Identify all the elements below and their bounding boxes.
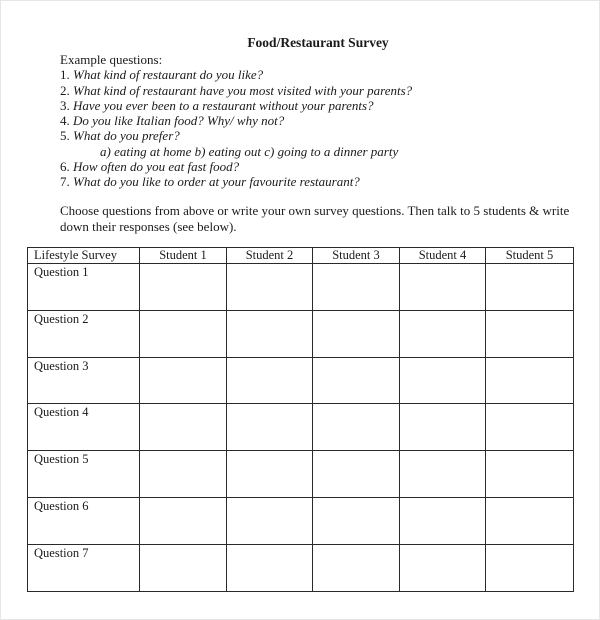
question-number: 6. [60,159,70,175]
table-row [28,264,574,311]
response-cell[interactable] [227,310,313,357]
response-cell[interactable] [486,264,574,311]
response-cell[interactable] [486,404,574,451]
response-cell[interactable] [313,357,400,404]
table-row [28,451,574,498]
question-text: What kind of restaurant do you like? [73,67,264,83]
question-options: a) eating at home b) eating out c) going to a dinner party [100,143,399,159]
response-cell[interactable] [227,264,313,311]
response-cell[interactable] [140,264,227,311]
row-label: Question 4 [28,404,140,451]
table-header-row [28,248,574,264]
response-cell[interactable] [400,544,486,591]
response-cell[interactable] [313,310,400,357]
column-header: Student 4 [400,248,486,264]
question-text: What do you prefer? [73,128,180,144]
question-text: How often do you eat fast food? [73,159,240,175]
response-cell[interactable] [140,310,227,357]
question-text: Have you ever been to a restaurant without your parents? [73,97,374,113]
response-cell[interactable] [486,451,574,498]
row-label: Question 6 [28,497,140,544]
example-question-2 [60,83,412,98]
column-header: Student 2 [227,248,313,264]
question-text: What do you like to order at your favourite restaurant? [73,174,360,190]
column-header: Student 3 [313,248,400,264]
example-question-1 [60,67,412,82]
response-cell[interactable] [313,497,400,544]
response-cell[interactable] [227,404,313,451]
example-question-4 [60,113,412,128]
response-cell[interactable] [140,357,227,404]
example-question-5 [60,128,412,143]
table-row [28,544,574,591]
response-cell[interactable] [400,451,486,498]
response-cell[interactable] [400,404,486,451]
page-title: Food/Restaurant Survey [247,35,389,50]
question-number: 4. [60,113,70,129]
response-cell[interactable] [227,357,313,404]
response-cell[interactable] [313,264,400,311]
row-label: Question 3 [28,357,140,404]
response-cell[interactable] [227,451,313,498]
response-cell[interactable] [486,310,574,357]
question-text: What kind of restaurant have you most visited with your parents? [73,82,413,98]
example-question-5-options [60,144,412,159]
example-question-3 [60,98,412,113]
column-header: Student 1 [140,248,227,264]
table-row [28,310,574,357]
response-cell[interactable] [400,357,486,404]
response-cell[interactable] [313,404,400,451]
response-cell[interactable] [486,497,574,544]
column-header: Student 5 [486,248,574,264]
response-cell[interactable] [227,497,313,544]
examples-heading: Example questions: [60,52,163,67]
question-text: Do you like Italian food? Why/ why not? [73,113,285,129]
survey-table [27,247,574,592]
response-cell[interactable] [400,497,486,544]
row-label: Question 5 [28,451,140,498]
response-cell[interactable] [486,357,574,404]
row-label: Question 2 [28,310,140,357]
response-cell[interactable] [313,544,400,591]
response-cell[interactable] [486,544,574,591]
example-questions [60,52,412,190]
question-number: 2. [60,82,70,98]
table-row [28,357,574,404]
table-row [28,404,574,451]
response-cell[interactable] [400,310,486,357]
response-cell[interactable] [140,404,227,451]
response-cell[interactable] [140,497,227,544]
response-cell[interactable] [313,451,400,498]
row-label: Question 1 [28,264,140,311]
question-number: 1. [60,67,70,83]
row-label: Question 7 [28,544,140,591]
question-number: 5. [60,128,70,144]
response-cell[interactable] [227,544,313,591]
instructions-text: Choose questions from above or write your own survey questions. Then talk to 5 students & write down their responses (see below). [60,203,570,234]
example-question-6 [60,159,412,174]
response-cell[interactable] [400,264,486,311]
table-row [28,497,574,544]
question-number: 7. [60,174,70,190]
response-cell[interactable] [140,451,227,498]
response-cell[interactable] [140,544,227,591]
example-question-7 [60,174,412,189]
question-number: 3. [60,97,70,113]
column-header: Lifestyle Survey [28,248,140,264]
